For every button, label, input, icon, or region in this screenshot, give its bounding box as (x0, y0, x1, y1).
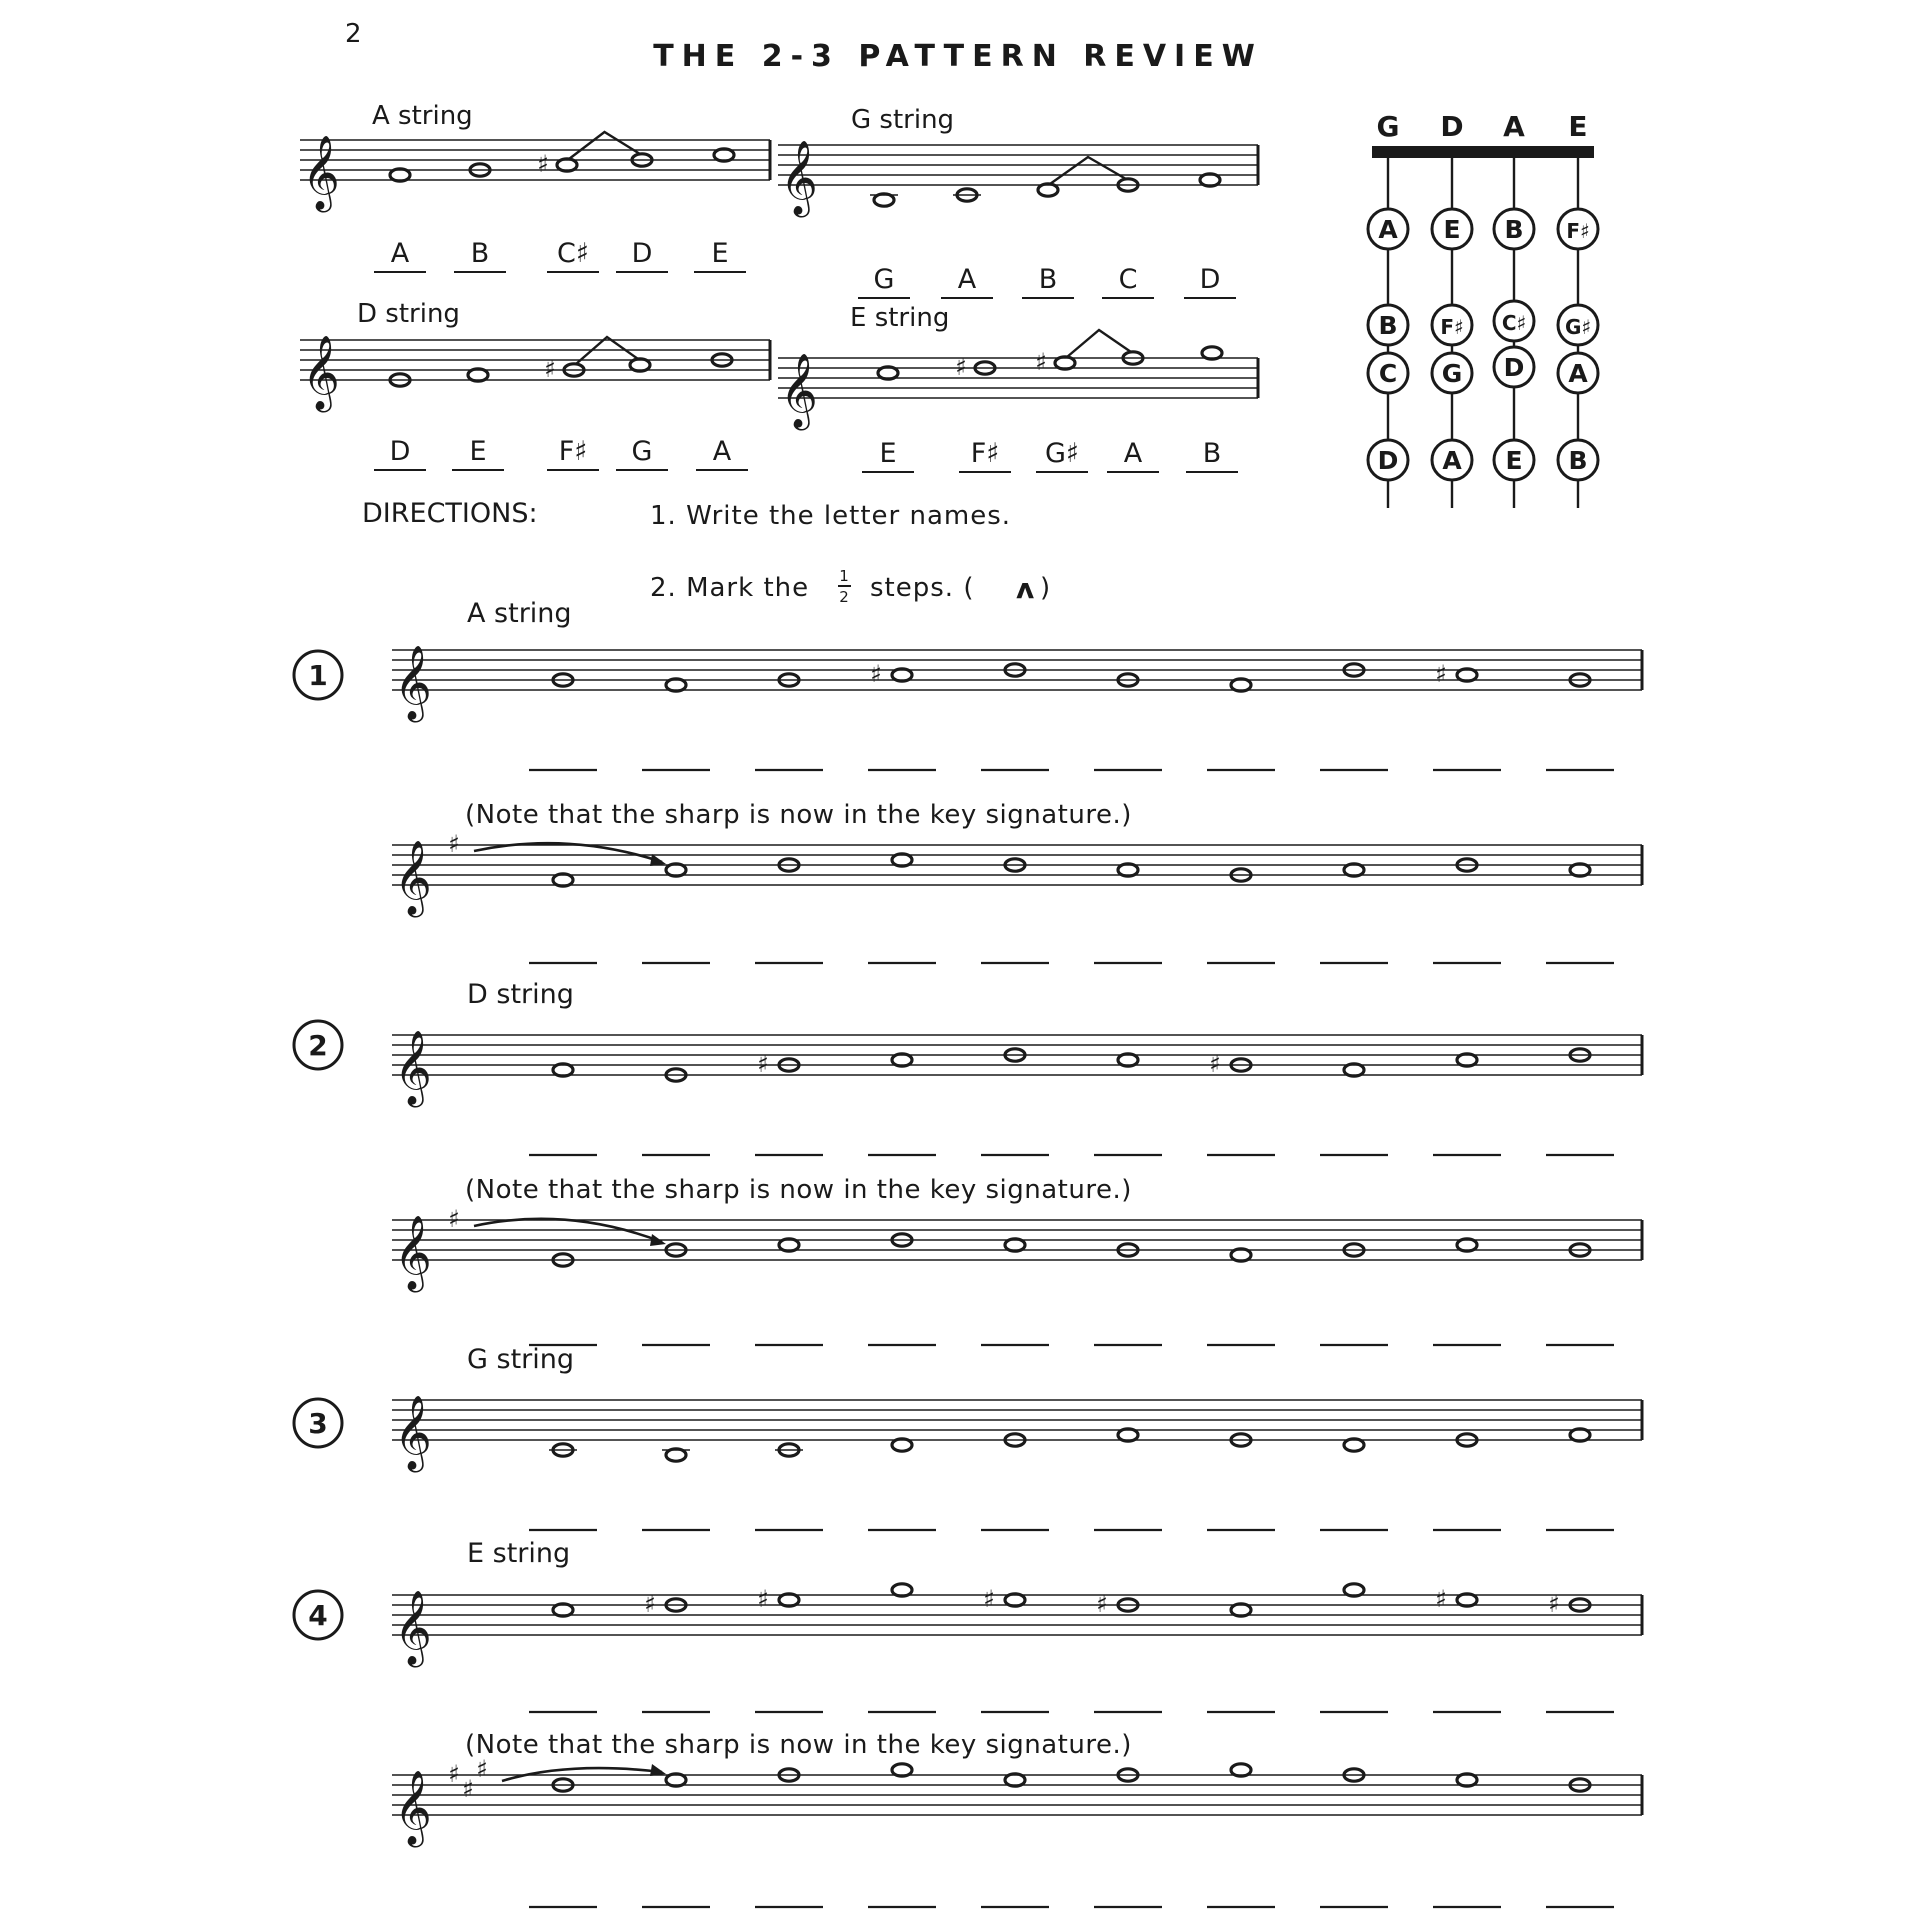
string-label: D string (467, 979, 574, 1010)
arrow-line (474, 843, 662, 862)
sharp-accidental: ♯ (1435, 1585, 1447, 1613)
key-signature-note: (Note that the sharp is now in the key signature.) (465, 1175, 1132, 1205)
finger-note-name: G♯ (1564, 315, 1592, 339)
staff (392, 646, 1642, 723)
letter-name: E (879, 438, 897, 469)
letter-name: A (712, 436, 732, 467)
finger-note-name: C♯ (1501, 311, 1527, 335)
sharp-accidental: ♯ (537, 150, 549, 178)
finger-note-name: B (1504, 215, 1524, 244)
letter-name: G (631, 436, 653, 467)
exercise-staff-7 (392, 1730, 1642, 1907)
exercise-number: 1 (308, 659, 328, 692)
reference-staff-4 (778, 303, 1258, 472)
letter-name: D (631, 238, 653, 269)
letter-name: E (469, 436, 487, 467)
sharp-accidental: ♯ (870, 660, 882, 688)
direction-item-1: 1. Write the letter names. (650, 501, 1012, 531)
finger-note-name: A (1442, 446, 1462, 475)
sharp-accidental: ♯ (1096, 1590, 1108, 1618)
sharp-accidental: ♯ (1035, 348, 1047, 376)
arrow-head (650, 1764, 666, 1776)
reference-staff-2 (778, 105, 1258, 298)
staff (392, 1771, 1642, 1848)
letter-name: F♯ (970, 438, 1000, 469)
letter-name: D (1199, 264, 1221, 295)
treble-clef-icon: 𝄞 (302, 336, 340, 410)
letter-name: B (1202, 438, 1222, 469)
letter-name: C♯ (557, 238, 589, 269)
letter-name: D (389, 436, 411, 467)
treble-clef-icon: 𝄞 (394, 1216, 432, 1290)
sharp-accidental: ♯ (1548, 1590, 1560, 1618)
treble-clef-icon: 𝄞 (394, 1031, 432, 1105)
key-signature-note: (Note that the sharp is now in the key signature.) (465, 1730, 1132, 1760)
exercise-staff-2 (392, 800, 1642, 963)
sharp-accidental: ♯ (1435, 660, 1447, 688)
directions (362, 498, 1050, 606)
key-signature-sharp: ♯ (448, 1760, 460, 1788)
sharp-accidental: ♯ (983, 1585, 995, 1613)
exercise-staff-1 (294, 598, 1642, 770)
treble-clef-icon: 𝄞 (394, 841, 432, 915)
reference-staves (300, 101, 1258, 472)
letter-name: B (1038, 264, 1058, 295)
string-name: D (1440, 110, 1464, 143)
finger-note-name: A (1568, 359, 1588, 388)
direction-item-2: 2. Mark the (650, 573, 810, 603)
string-label: D string (357, 299, 460, 329)
exercise-staves (294, 598, 1642, 1907)
finger-note-name: D (1503, 353, 1525, 382)
staff (778, 141, 1258, 218)
finger-note-name: F♯ (1440, 315, 1464, 339)
letter-name: G (873, 264, 895, 295)
treble-clef-icon: 𝄞 (780, 354, 818, 428)
exercise-number: 3 (308, 1407, 328, 1440)
sharp-accidental: ♯ (955, 353, 967, 381)
string-label: A string (467, 598, 572, 629)
sharp-accidental: ♯ (757, 1050, 769, 1078)
exercise-number: 4 (308, 1599, 328, 1632)
letter-name: F♯ (558, 436, 588, 467)
letter-name: A (957, 264, 977, 295)
treble-clef-icon: 𝄞 (394, 1591, 432, 1665)
half-step-mark (1067, 330, 1131, 357)
key-signature-sharp: ♯ (476, 1755, 488, 1783)
staff (392, 1591, 1642, 1668)
key-signature-sharp: ♯ (462, 1775, 474, 1803)
direction-item-2-end: steps. ( (870, 573, 975, 603)
finger-note-name: A (1378, 215, 1398, 244)
treble-clef-icon: 𝄞 (394, 1396, 432, 1470)
finger-note-name: G (1441, 359, 1463, 388)
finger-note-name: B (1378, 311, 1398, 340)
exercise-staff-5 (294, 1344, 1642, 1530)
string-label: G string (467, 1344, 575, 1375)
string-name: A (1503, 110, 1525, 143)
string-name: G (1376, 110, 1400, 143)
treble-clef-icon: 𝄞 (394, 1771, 432, 1845)
caret-symbol: ʌ (1016, 572, 1035, 605)
key-signature-sharp: ♯ (448, 1205, 460, 1233)
nut-bar (1372, 146, 1594, 158)
exercise-staff-6 (294, 1538, 1642, 1712)
reference-staff-1 (300, 101, 770, 272)
fingerboard-chart (1368, 110, 1598, 508)
key-signature-sharp: ♯ (448, 830, 460, 858)
letter-name: A (390, 238, 410, 269)
exercise-number: 2 (308, 1029, 328, 1062)
finger-note-name: C (1378, 359, 1398, 388)
half-step-mark (1050, 157, 1126, 184)
exercise-staff-3 (294, 979, 1642, 1155)
letter-name: B (470, 238, 490, 269)
treble-clef-icon: 𝄞 (302, 136, 340, 210)
page-title: THE 2-3 PATTERN REVIEW (653, 39, 1263, 74)
page-number: 2 (345, 19, 362, 49)
fraction-numerator: 1 (839, 567, 849, 585)
finger-note-name: E (1505, 446, 1523, 475)
staff (392, 1216, 1642, 1293)
letter-name: G♯ (1045, 438, 1079, 469)
staff (392, 841, 1642, 918)
staff (778, 354, 1258, 431)
treble-clef-icon: 𝄞 (780, 141, 818, 215)
letter-name: C (1118, 264, 1138, 295)
sharp-accidental: ♯ (757, 1585, 769, 1613)
letter-name: A (1123, 438, 1143, 469)
string-name: E (1568, 110, 1588, 143)
string-label: G string (851, 105, 955, 135)
fraction-denominator: 2 (839, 588, 849, 606)
string-label: E string (850, 303, 950, 333)
staff (300, 336, 770, 413)
sharp-accidental: ♯ (644, 1590, 656, 1618)
directions-label: DIRECTIONS: (362, 498, 538, 529)
sharp-accidental: ♯ (1209, 1050, 1221, 1078)
exercise-staff-4 (392, 1175, 1642, 1345)
treble-clef-icon: 𝄞 (394, 646, 432, 720)
finger-note-name: E (1443, 215, 1461, 244)
letter-name: E (711, 238, 729, 269)
staff (300, 136, 770, 213)
key-signature-note: (Note that the sharp is now in the key signature.) (465, 800, 1132, 830)
staff (392, 1031, 1642, 1108)
direction-close-paren: ) (1040, 573, 1051, 603)
finger-note-name: F♯ (1566, 219, 1590, 243)
sharp-accidental: ♯ (544, 355, 556, 383)
string-label: E string (467, 1538, 571, 1569)
reference-staff-3 (300, 299, 770, 470)
finger-note-name: B (1568, 446, 1588, 475)
string-label: A string (372, 101, 473, 131)
finger-note-name: D (1377, 446, 1399, 475)
half-step-mark (569, 132, 640, 159)
